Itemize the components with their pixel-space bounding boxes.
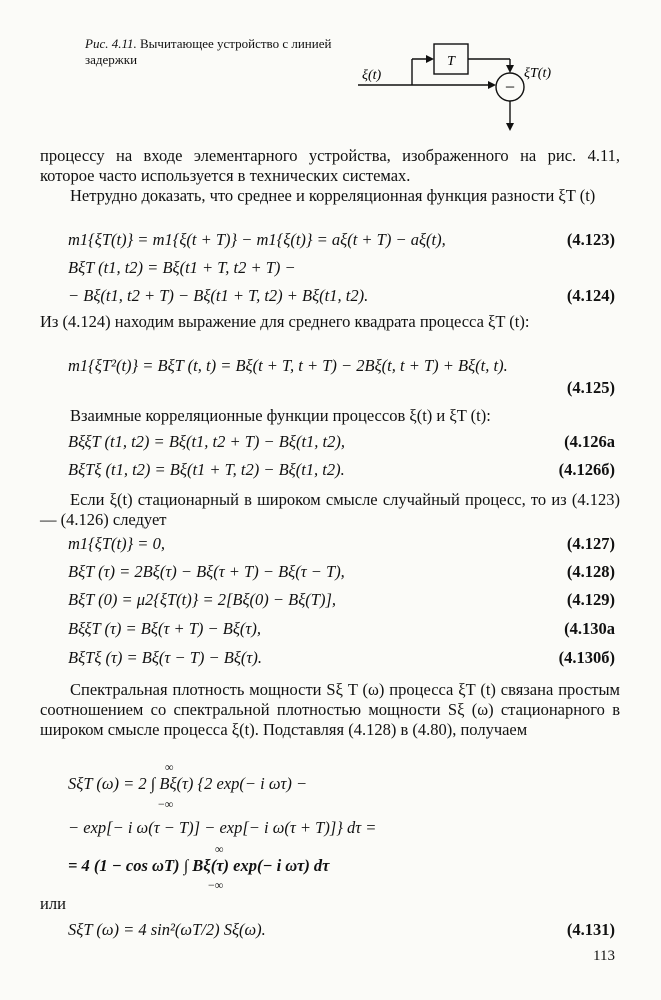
eqnum-4-130a: (4.130а <box>564 619 615 638</box>
equation-4-128: BξT (τ) = 2Bξ(τ) − Bξ(τ + T) − Bξ(τ − T), <box>68 562 345 581</box>
integral-1-upper-limit: ∞ <box>165 760 174 774</box>
eqnum-4-126b: (4.126б) <box>558 460 615 479</box>
equation-4-126b: BξTξ (t1, t2) = Bξ(t1 + T, t2) − Bξ(t1, t2). <box>68 460 345 479</box>
eqnum-4-128: (4.128) <box>566 562 615 581</box>
equation-4-129: BξT (0) = μ2{ξT(t)} = 2[Bξ(0) − Bξ(T)], <box>68 590 336 609</box>
equation-4-131: SξT (ω) = 4 sin²(ωT/2) Sξ(ω). <box>68 920 266 939</box>
equation-4-126a: BξξT (t1, t2) = Bξ(t1, t2 + T) − Bξ(t1, t2), <box>68 432 345 451</box>
paragraph-6: Спектральная плотность мощности Sξ T (ω) процесса ξT (t) связана простым соотношением со спектральной плотностью мощности Sξ (ω) стационарного в широком смысле процесса ξ(t). Подставляя (4.128) в (4.80), получаем <box>40 680 620 739</box>
eqnum-4-129: (4.129) <box>566 590 615 609</box>
equation-4-127: m1{ξT(t)} = 0, <box>68 534 165 553</box>
paragraph-2: Нетрудно доказать, что среднее и корреляционная функция разности ξT (t) <box>70 186 596 205</box>
delay-output-arrow <box>506 65 514 73</box>
equation-4-130a: BξξT (τ) = Bξ(τ + T) − Bξ(τ), <box>68 619 261 638</box>
equation-4-124-line2: − Bξ(t1, t2 + T) − Bξ(t1 + T, t2) + Bξ(t1, t2). <box>68 286 369 305</box>
equation-4-124-line1: BξT (t1, t2) = Bξ(t1 + T, t2 + T) − <box>68 258 296 277</box>
paragraph-4: Взаимные корреляционные функции процессов ξ(t) и ξT (t): <box>70 406 491 425</box>
equation-4-123: m1{ξT(t)} = m1{ξ(t + T)} − m1{ξ(t)} = aξ(t + T) − aξ(t), <box>68 230 446 249</box>
page-number: 113 <box>593 948 615 964</box>
paragraph-7: или <box>40 894 66 913</box>
integral-line-1: SξT (ω) = 2 ∫ Bξ(τ) {2 exp(− i ωτ) − <box>68 774 308 793</box>
eqnum-4-125: (4.125) <box>566 378 615 397</box>
eqnum-4-131: (4.131) <box>566 920 615 939</box>
eqnum-4-126a: (4.126а <box>564 432 615 451</box>
caption-text: Вычитающее устройство с линией задержки <box>85 36 332 67</box>
eqnum-4-127: (4.127) <box>566 534 615 553</box>
delay-line-diagram <box>350 32 565 132</box>
equation-4-125: m1{ξT²(t)} = BξT (t, t) = Bξ(t + T, t + T) − 2Bξ(t, t + T) + Bξ(t, t). <box>68 356 508 375</box>
eqnum-4-124: (4.124) <box>566 286 615 305</box>
eqnum-4-123: (4.123) <box>566 230 615 249</box>
output-arrow <box>506 123 514 131</box>
integral-line-2: − exp[− i ω(τ − T)] − exp[− i ω(τ + T)]} dτ = <box>68 818 377 837</box>
eqnum-4-130b: (4.130б) <box>558 648 615 667</box>
equation-4-130b: BξTξ (τ) = Bξ(τ − T) − Bξ(τ). <box>68 648 262 667</box>
paragraph-1: процессу на входе элементарного устройства, изображенного на рис. 4.11, которое часто используется в технических системах. <box>40 146 620 185</box>
subtractor-arrow <box>488 81 496 89</box>
paragraph-3: Из (4.124) находим выражение для среднего квадрата процесса ξT (t): <box>40 312 530 331</box>
integral-2-lower-limit: −∞ <box>208 878 224 892</box>
integral-1-lower-limit: −∞ <box>158 797 174 811</box>
delay-label: T <box>447 54 455 69</box>
paragraph-5: Если ξ(t) стационарный в широком смысле случайный процесс, то из (4.123) — (4.126) следует <box>40 490 620 529</box>
integral-2-upper-limit: ∞ <box>215 842 224 856</box>
figure-caption <box>85 36 350 68</box>
delay-input-arrow <box>426 55 434 63</box>
input-label: ξ(t) <box>362 68 382 83</box>
output-label: ξT(t) <box>524 66 551 81</box>
integral-line-3: = 4 (1 − cos ωT) ∫ Bξ(τ) exp(− i ωτ) dτ <box>68 856 330 875</box>
caption-label: Рис. 4.11. <box>85 36 137 51</box>
subtract-symbol: − <box>504 77 516 97</box>
